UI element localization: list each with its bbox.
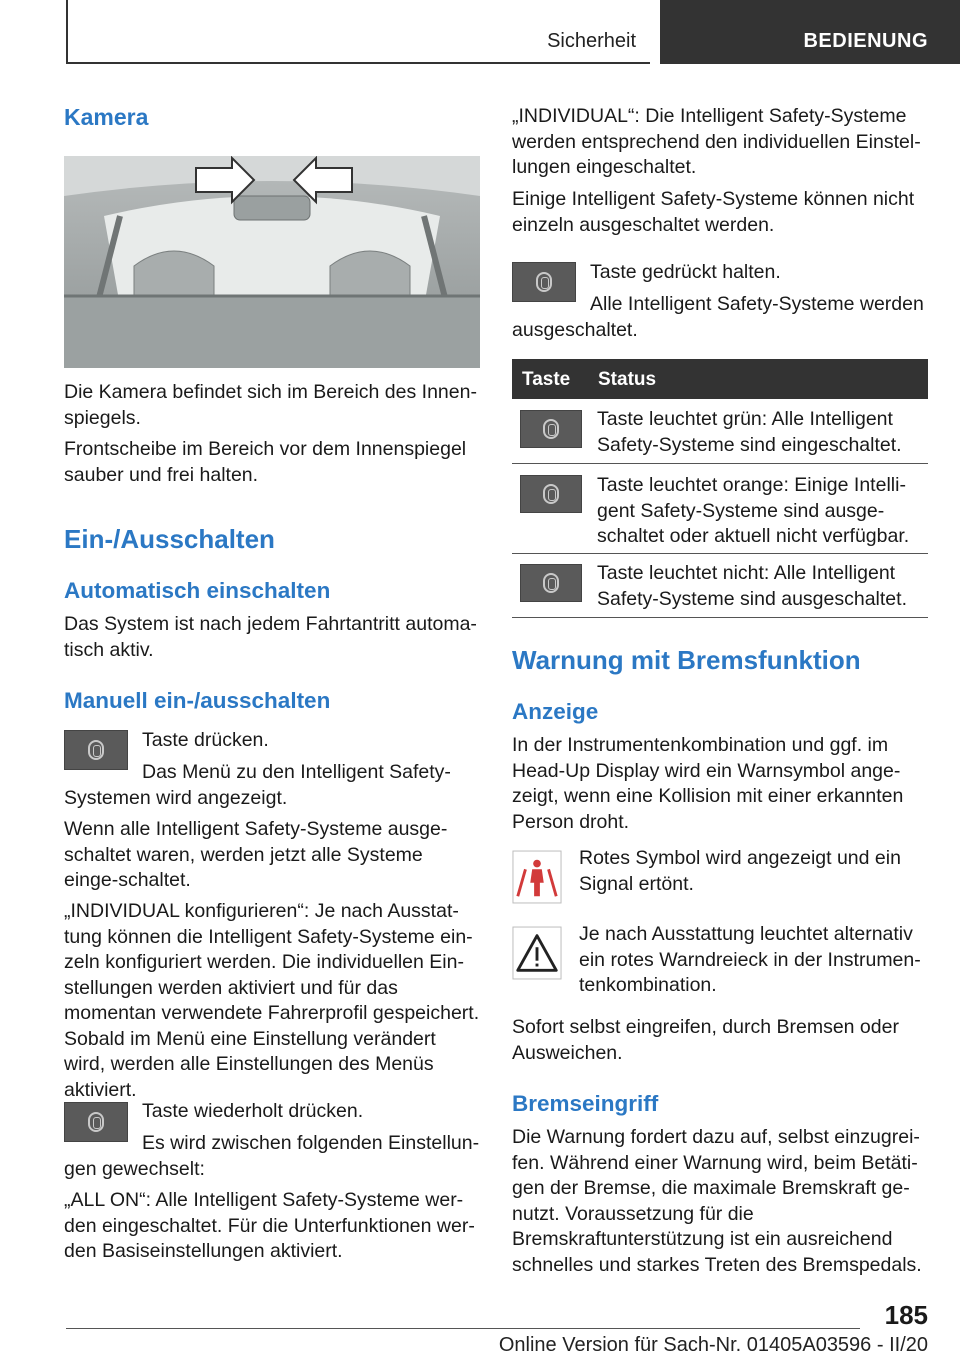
all-on-paragraph: „ALL ON“: Alle Intelligent Safety-Systeme wer-den eingeschaltet. Für die Unterfunktionen wer-den Basiseinstellungen aktiviert. — [64, 1189, 475, 1262]
kamera-paragraph-2: Frontscheibe im Bereich vor dem Innenspiegel sauber und frei halten. — [64, 438, 467, 486]
anzeige-paragraph: In der Instrumentenkombination und ggf. im Head-Up Display wird ein Warnsymbol ange-zeigt, wenn eine Kollision mit einer erkannten Person droht. — [512, 734, 904, 833]
automatisch-paragraph: Das System ist nach jedem Fahrtantritt automa-tisch aktiv. — [64, 613, 477, 661]
alle-aus-text: Alle Intelligent Safety-Systeme werden ausgeschaltet. — [512, 293, 924, 341]
einige-paragraph: Einige Intelligent Safety-Systeme können nicht einzeln ausgeschaltet werden. — [512, 188, 915, 236]
table-divider — [512, 553, 928, 554]
button-off-icon — [520, 564, 582, 602]
warnung-heading: Warnung mit Bremsfunktion — [512, 645, 861, 675]
warndreieck-text: Je nach Ausstattung leuchtet alternativ ein rotes Warndreieck in der Instrumen-tenkombination. — [579, 923, 921, 996]
taste-wiederholt-text: Taste wiederholt drücken. — [142, 1100, 364, 1122]
warning-triangle-icon — [512, 926, 562, 980]
taste-druecken-text: Taste drücken. — [142, 729, 269, 751]
table-divider — [512, 617, 928, 618]
header-chapter-tab[interactable]: BEDIENUNG — [660, 0, 960, 64]
table-col-status: Status — [598, 369, 657, 390]
kamera-paragraph-1: Die Kamera befindet sich im Bereich des Innen-spiegels. — [64, 381, 477, 429]
status-table-header — [512, 359, 928, 399]
bremseingriff-paragraph: Die Warnung fordert dazu auf, selbst einzugrei-fen. Während einer Warnung wird, beim Betäti-gen der Bremse, die maximale Bremskraft ge-nutzt. Voraussetzung für die Bremskraftunterstützung ist ein ausreichend schnelles und starkes Treten des Bremspedals. — [512, 1126, 922, 1276]
table-divider — [512, 463, 928, 464]
table-row-2-status: Taste leuchtet orange: Einige Intelli-gent Safety-Systeme sind ausge-schaltet oder aktuell nicht verfügbar. — [597, 474, 910, 547]
camera-illustration — [64, 156, 480, 368]
table-row-1-status: Taste leuchtet grün: Alle Intelligent Safety-Systeme sind eingeschaltet. — [597, 408, 902, 456]
page-number: 185 — [884, 1300, 928, 1330]
menu-text: Das Menü zu den Intelligent Safety-Systemen wird angezeigt. — [64, 761, 451, 809]
button-orange-icon — [520, 475, 582, 513]
pedestrian-warning-icon — [512, 850, 562, 904]
table-col-taste: Taste — [522, 369, 571, 390]
manuell-heading: Manuell ein-/ausschalten — [64, 688, 331, 713]
header-section-title: Sicherheit — [547, 30, 636, 52]
taste-gedrueckt-text: Taste gedrückt halten. — [590, 261, 781, 283]
sofort-paragraph: Sofort selbst eingreifen, durch Bremsen oder Ausweichen. — [512, 1016, 899, 1064]
individual-paragraph: „INDIVIDUAL“: Die Intelligent Safety-Systeme werden entsprechend den individuellen Einstel-lungen eingeschaltet. — [512, 105, 921, 178]
anzeige-heading: Anzeige — [512, 699, 599, 724]
wenn-alle-paragraph: Wenn alle Intelligent Safety-Systeme ausge-schaltet waren, werden jetzt alle Systeme einge-schaltet. — [64, 818, 448, 891]
individual-konfig-paragraph: „INDIVIDUAL konfigurieren“: Je nach Ausstat-tung können die Intelligent Safety-Systeme ein-zeln konfiguriert werden. Die individuellen Ein-stellungen werden aktiviert und für das momentan verwendete Fahrerprofil gespeichert. Sobald im Menü eine Einstellung verändert wird, werden alle Einstellungen des Menüs aktiviert. — [64, 900, 480, 1101]
kamera-heading: Kamera — [64, 104, 149, 130]
rotes-symbol-text: Rotes Symbol wird angezeigt und ein Signal ertönt. — [579, 847, 901, 895]
online-version-text: Online Version für Sach-Nr. 01405A03596 - II/20 — [498, 1334, 928, 1356]
bremseingriff-heading: Bremseingriff — [512, 1091, 659, 1116]
wechselt-text: Es wird zwischen folgenden Einstellun-gen gewechselt: — [64, 1132, 480, 1180]
table-row-3-status: Taste leuchtet nicht: Alle Intelligent Safety-Systeme sind ausgeschaltet. — [597, 562, 907, 610]
footer-divider — [66, 1328, 860, 1329]
ein-ausschalten-heading: Ein-/Ausschalten — [64, 524, 275, 554]
button-green-icon — [520, 410, 582, 448]
automatisch-heading: Automatisch einschalten — [64, 578, 331, 603]
header-underline — [66, 62, 650, 64]
